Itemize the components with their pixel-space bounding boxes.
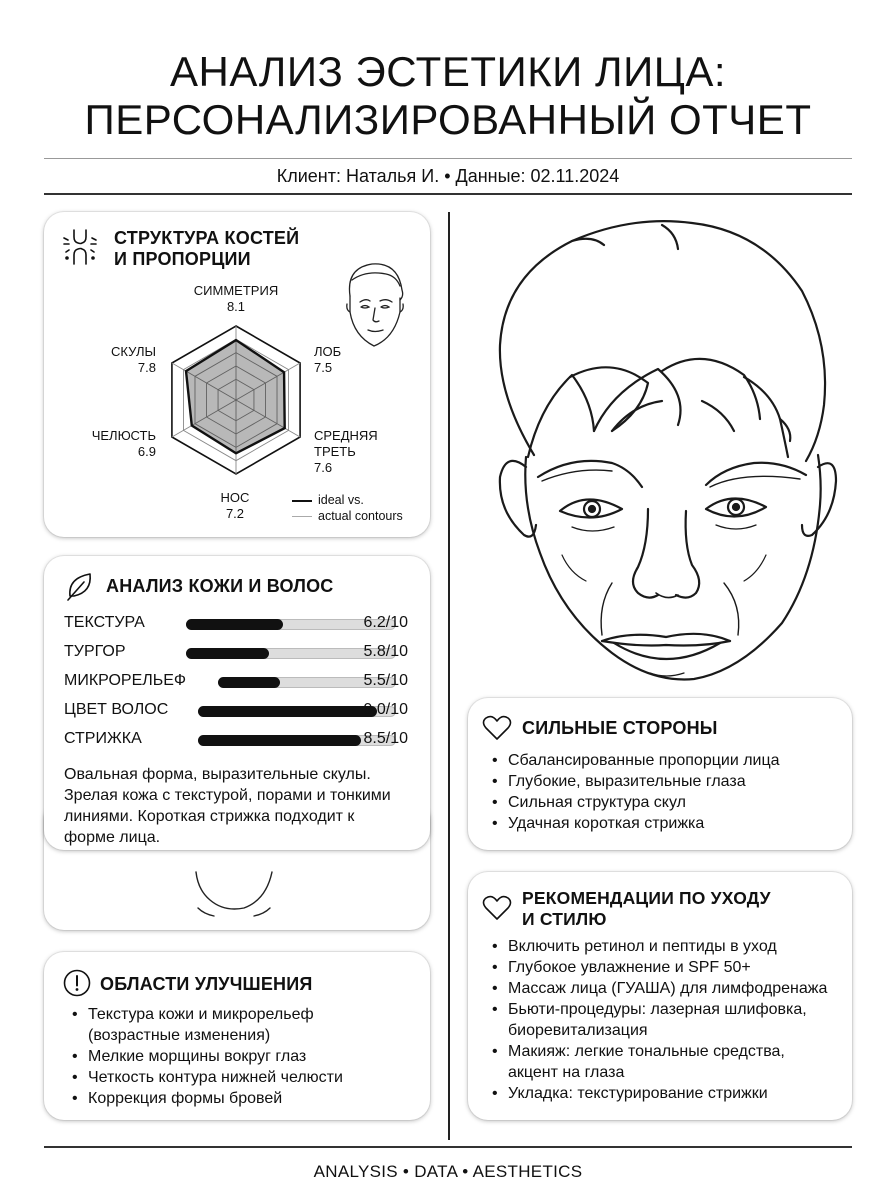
- leaf-icon: [64, 570, 96, 602]
- radar-axis-value: 7.5: [314, 360, 333, 375]
- skin-hair-title: АНАЛИЗ КОЖИ И ВОЛОС: [106, 576, 334, 596]
- score-bar-value: 8.5/10: [363, 730, 408, 747]
- skin-hair-description: [64, 764, 424, 848]
- heart-icon: [482, 894, 512, 922]
- strengths-title: СИЛЬНЫЕ СТОРОНЫ: [522, 718, 718, 738]
- list-item: [72, 1067, 422, 1088]
- radar-axis-value: 7.2: [225, 506, 245, 521]
- radar-label-symmetry: [186, 283, 286, 315]
- header-rule-bottom: [44, 193, 852, 195]
- bone-structure-title-line1: СТРУКТУРА КОСТЕЙ: [114, 228, 300, 248]
- score-bar-fill: [218, 677, 280, 688]
- footer-tagline: ANALYSIS • DATA • AESTHETICS: [313, 1162, 583, 1181]
- legend-ideal-swatch: [292, 500, 312, 502]
- recommendations-card: [468, 872, 852, 1120]
- score-bar-fill: [198, 735, 361, 746]
- page-title-line2: ПЕРСОНАЛИЗИРОВАННЫЙ ОТЧЕТ: [84, 96, 812, 143]
- strengths-list: [492, 750, 842, 834]
- strengths-card: [468, 698, 852, 850]
- score-bar-value: 9.0/10: [363, 701, 408, 718]
- score-bar-value: 5.5/10: [363, 672, 408, 689]
- list-item-text: (возрастные изменения): [88, 1027, 271, 1044]
- recommendations-title: [522, 888, 771, 930]
- radar-axis-label: ЧЕЛЮСТЬ: [91, 428, 156, 443]
- recommendations-title-line1: РЕКОМЕНДАЦИИ ПО УХОДУ: [522, 888, 771, 908]
- radar-label-midface: [314, 428, 378, 476]
- list-item-text: • Сбалансированные пропорции лица: [508, 752, 780, 769]
- list-item: [492, 957, 846, 978]
- description-line: Зрелая кожа с текстурой, порами и тонкими: [64, 787, 391, 804]
- radar-axis-value: 8.1: [226, 299, 246, 314]
- radar-label-forehead: [314, 344, 341, 376]
- client-info: Клиент: Наталья И. • Данные: 02.11.2024: [276, 166, 620, 186]
- radar-axis-label: СРЕДНЯЯ: [314, 428, 378, 443]
- score-bar-label: ТЕКСТУРА: [64, 614, 145, 631]
- list-item: [492, 792, 842, 813]
- list-item: [492, 978, 846, 999]
- legend-actual-swatch: [292, 516, 312, 517]
- score-bar-label: МИКРОРЕЛЬЕФ: [64, 672, 187, 689]
- list-item-text: • Бьюти-процедуры: лазерная шлифовка,: [508, 1001, 807, 1018]
- list-item-text: • Глубокие, выразительные глаза: [508, 773, 746, 790]
- bone-structure-title-line2: И ПРОПОРЦИИ: [114, 249, 251, 269]
- radar-axis-value: 7.8: [137, 360, 156, 375]
- description-line: линиями. Короткая стрижка подходит к: [64, 808, 355, 825]
- legend-actual-label: actual contours: [318, 509, 403, 523]
- radar-legend: [292, 492, 403, 524]
- score-bar-row: [64, 612, 414, 634]
- list-item: [72, 1004, 422, 1046]
- list-item-text: • Удачная короткая стрижка: [508, 815, 705, 832]
- list-item-text: • Коррекция формы бровей: [88, 1090, 283, 1107]
- score-bar-fill: [186, 648, 269, 659]
- list-item-text: акцент на глаза: [508, 1064, 625, 1081]
- list-item: [492, 750, 842, 771]
- score-bar-label: ТУРГОР: [64, 643, 126, 660]
- footer-rule: [44, 1146, 852, 1148]
- score-bar-fill: [186, 619, 283, 630]
- radar-axis-label: СКУЛЫ: [111, 344, 156, 359]
- list-item: [492, 999, 846, 1041]
- improvements-list: [72, 1004, 422, 1109]
- score-bar-label: СТРИЖКА: [64, 730, 142, 747]
- exclamation-circle-icon: [62, 968, 92, 998]
- list-item-text: • Включить ретинол и пептиды в уход: [508, 938, 777, 955]
- radar-label-nose: [210, 490, 260, 522]
- score-bar-fill: [198, 706, 377, 717]
- legend-ideal-label: ideal vs.: [318, 493, 364, 507]
- radar-axis-label: ТРЕТЬ: [314, 444, 356, 459]
- list-item-text: • Мелкие морщины вокруг глаз: [88, 1048, 307, 1065]
- score-bar-label: ЦВЕТ ВОЛОС: [64, 701, 169, 718]
- recommendations-title-line2: И СТИЛЮ: [522, 909, 607, 929]
- score-bar-row: [64, 699, 414, 721]
- heart-icon: [482, 714, 512, 742]
- list-item: [492, 771, 842, 792]
- list-item: [492, 936, 846, 957]
- page-title-line1: АНАЛИЗ ЭСТЕТИКИ ЛИЦА:: [169, 48, 727, 95]
- column-divider: [448, 212, 450, 1140]
- recommendations-list: [492, 936, 846, 1104]
- list-item: [492, 1041, 846, 1083]
- radar-axis-value: 7.6: [314, 460, 333, 475]
- radar-axis-value: 6.9: [137, 444, 156, 459]
- improvements-card: [44, 952, 430, 1120]
- improvements-title: ОБЛАСТИ УЛУЧШЕНИЯ: [100, 974, 313, 994]
- radar-label-jaw: [74, 428, 156, 460]
- list-item: [72, 1046, 422, 1067]
- list-item: [492, 813, 842, 834]
- list-item-text: • Глубокое увлажнение и SPF 50+: [508, 959, 751, 976]
- header-rule-top: [44, 158, 852, 159]
- score-bar-row: [64, 670, 414, 692]
- list-item-text: • Укладка: текстурирование стрижки: [508, 1085, 768, 1102]
- list-item-text: • Сильная структура скул: [508, 794, 686, 811]
- radar-series-area: [186, 340, 285, 453]
- list-item-text: биоревитализация: [508, 1022, 648, 1039]
- jaw-sketch: [184, 868, 284, 918]
- radar-axis-label: СИММЕТРИЯ: [193, 283, 279, 298]
- score-bar-row: [64, 728, 414, 750]
- list-item: [72, 1088, 422, 1109]
- radar-axis-label: ЛОБ: [314, 344, 342, 359]
- description-line: Овальная форма, выразительные скулы.: [64, 766, 371, 783]
- list-item-text: • Массаж лица (ГУАША) для лимфодренажа: [508, 980, 828, 997]
- score-bar-value: 6.2/10: [363, 614, 408, 631]
- list-item: [492, 1083, 846, 1104]
- skin-hair-card: [44, 556, 430, 850]
- bone-structure-card: [44, 212, 430, 537]
- score-bar-row: [64, 641, 414, 663]
- list-item-text: • Четкость контура нижней челюсти: [88, 1069, 343, 1086]
- page-title: [0, 48, 896, 144]
- radar-axis-label: НОС: [220, 490, 250, 505]
- face-illustration: [462, 205, 854, 700]
- list-item-text: • Макияж: легкие тональные средства,: [508, 1043, 785, 1060]
- score-bar-value: 5.8/10: [363, 643, 408, 660]
- radar-label-cheekbones: [84, 344, 156, 376]
- list-item-text: • Текстура кожи и микрорельеф: [88, 1006, 314, 1023]
- description-line: форме лица.: [64, 829, 161, 846]
